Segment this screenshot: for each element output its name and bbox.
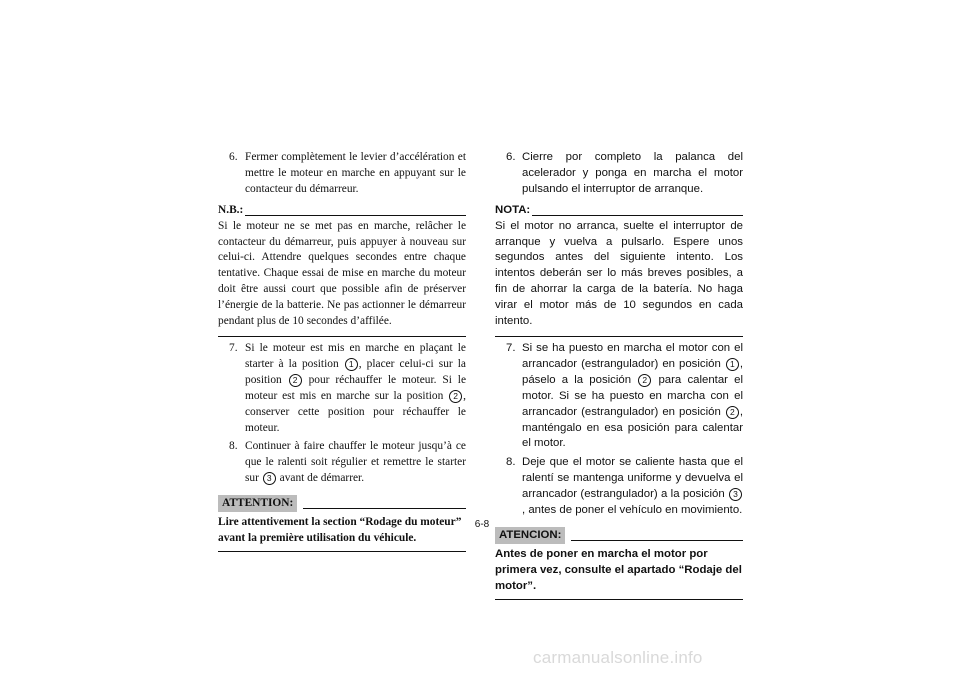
marker-1-icon: 1 xyxy=(345,358,358,371)
note-end-rule xyxy=(218,336,466,337)
step-text: Deje que el motor se caliente hasta que el ralentí se mantenga uniforme y devuelva el arrancador (estrangulador) a la posición 3, antes de poner el vehículo en movimiento. xyxy=(522,456,743,517)
marker-2-icon: 2 xyxy=(289,374,302,387)
attention-end-rule xyxy=(218,551,466,552)
fr-note-text: Si le moteur ne se met pas en marche, relâcher le contacteur du démarreur, puis appuyer à nouveau sur celui-ci. Attendre quelques secondes entre chaque tentative. Chaque essai de mise en marche du moteur doit être aussi court que possible afin de préserver l’énergie de la batterie. Ne pas actionner le démarreur pendant plus de 10 secondes d’affilée. xyxy=(218,219,466,328)
heading-rule xyxy=(245,215,466,216)
marker-3-icon: 3 xyxy=(263,472,276,485)
heading-rule xyxy=(571,540,743,541)
spanish-column xyxy=(495,150,743,600)
attention-end-rule xyxy=(495,599,743,600)
es-step-8 xyxy=(506,455,743,519)
marker-1-icon: 1 xyxy=(726,358,739,371)
step-number: 7. xyxy=(506,341,516,354)
french-column xyxy=(218,150,466,552)
fr-note-heading xyxy=(218,203,466,219)
marker-2-icon: 2 xyxy=(726,406,739,419)
step-text: Si se ha puesto en marcha el motor con el arrancador (estrangulador) en posición 1 , páselo a la posición 2 para calentar el motor. Si se ha puesto en marcha con el arrancador (estrangulador) en posición 2 , manténgalo en esa posición para calentar el motor. xyxy=(522,341,744,450)
step-number: 6. xyxy=(229,151,238,163)
marker-2-icon: 2 xyxy=(638,374,651,387)
note-label: N.B.: xyxy=(218,203,244,216)
note-label: NOTA: xyxy=(495,203,531,216)
step-number: 8. xyxy=(229,440,238,453)
step-text: Continuer à faire chauffer le moteur jusqu’à ce que le ralenti soit régulier et remettre le starter sur 3 avant de démarrer. xyxy=(245,440,466,485)
es-step-7 xyxy=(506,341,743,452)
es-step-6 xyxy=(506,150,743,198)
fr-attention-heading xyxy=(218,495,466,512)
attention-label: ATENCION: xyxy=(495,527,565,544)
marker-2-icon: 2 xyxy=(449,390,462,403)
step-number: 8. xyxy=(506,456,516,469)
watermark-logo: carmanualsonline.info xyxy=(533,648,703,667)
fr-attention-text: Lire attentivement la section “Rodage du moteur” avant la première utilisation du véhicule. xyxy=(218,516,462,545)
step-text: Si le moteur est mis en marche en plaçant le starter à la position 1 , placer celui-ci sur la position 2 pour réchauffer le moteur. Si le moteur est mis en marche sur la position 2 , conserver cette position pour réchauffer le moteur. xyxy=(245,341,466,434)
heading-rule xyxy=(532,215,743,216)
es-note-text: Si el motor no arranca, suelte el interruptor de arranque y vuelva a pulsarlo. Espere unos segundos antes del siguiente intento. Los intentos deberán ser lo más breves posibles, a fin de ahorrar la carga de la batería. No haga virar el motor más de 10 segundos en cada intento. xyxy=(495,219,743,328)
attention-label: ATTENTION: xyxy=(218,495,297,512)
heading-rule xyxy=(303,508,466,509)
step-number: 7. xyxy=(229,341,238,354)
es-note-heading xyxy=(495,203,743,219)
page-number: 6-8 xyxy=(474,519,490,530)
note-end-rule xyxy=(495,336,743,337)
es-attention-text: Antes de poner en marcha el motor por primera vez, consulte el apartado “Rodaje del motor”. xyxy=(495,547,742,592)
step-number: 6. xyxy=(506,151,516,163)
marker-3-icon: 3 xyxy=(729,488,742,501)
es-attention-heading xyxy=(495,527,743,544)
fr-step-7 xyxy=(229,341,466,436)
step-text: Fermer complètement le levier d’accélération et mettre le moteur en marche en appuyant sur le contacteur du démarreur. xyxy=(245,151,466,195)
fr-step-6 xyxy=(229,150,466,198)
step-text: Cierre por completo la palanca del acelerador y ponga en marcha el motor pulsando el interruptor de arranque. xyxy=(522,151,743,195)
fr-step-8 xyxy=(229,439,466,487)
